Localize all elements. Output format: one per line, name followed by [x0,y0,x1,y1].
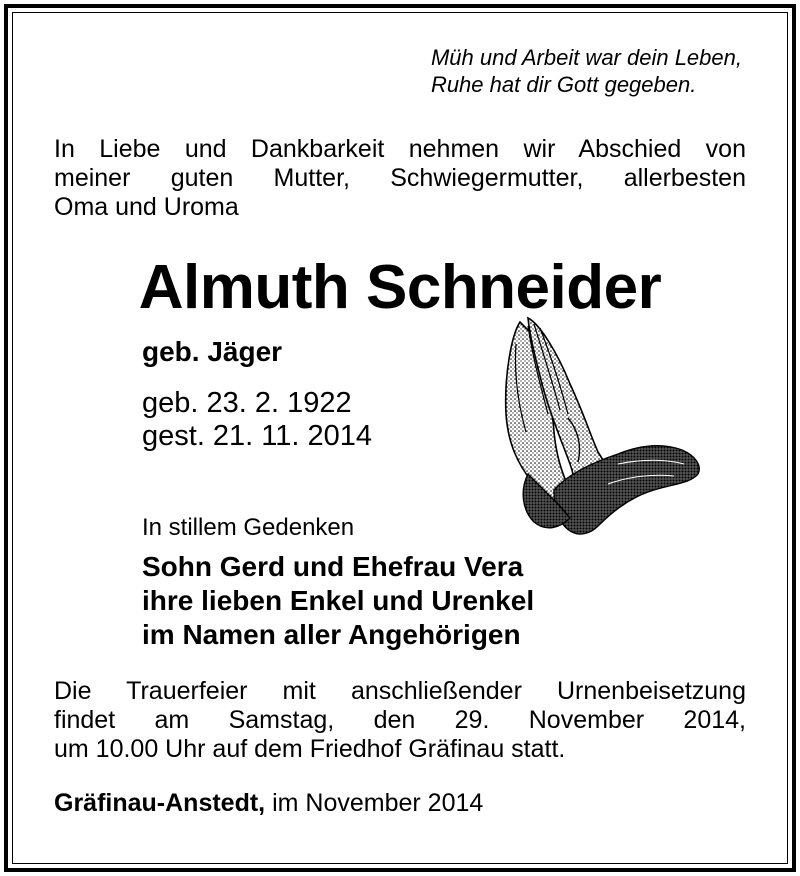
funeral-line-1: Die Trauerfeier mit anschließender Urnenbeisetzung [54,677,746,705]
life-dates [142,387,372,453]
death-date: gest. 21. 11. 2014 [142,420,373,452]
motto-line-2: Ruhe hat dir Gott gegeben. [430,72,697,97]
funeral-line-2: findet am Samstag, den 29. November 2014, [54,706,746,734]
maiden-name: geb. Jäger [142,336,283,367]
intro-line-1: In Liebe und Dankbarkeit nehmen wir Abschied von [54,135,746,163]
birth-date: geb. 23. 2. 1922 [142,387,352,419]
mourner-line-2: ihre lieben Enkel und Urenkel [142,585,535,616]
praying-hands-icon [498,314,704,538]
funeral-notice [54,677,746,764]
intro-text [54,135,746,222]
intro-line-2: meiner guten Mutter, Schwiegermutter, allerbesten [54,164,746,192]
signoff-date: im November 2014 [272,789,484,817]
intro-line-3: Oma und Uroma [54,193,239,221]
mourner-line-3: im Namen aller Angehörigen [142,619,521,650]
motto-verse [431,44,742,98]
remembrance-label: In stillem Gedenken [142,514,355,541]
signoff [54,788,483,818]
funeral-line-3: um 10.00 Uhr auf dem Friedhof Gräfinau statt. [54,735,566,763]
mourners-list [142,550,534,652]
signoff-place: Gräfinau-Anstedt, [54,789,266,817]
mourner-line-1: Sohn Gerd und Ehefrau Vera [142,551,524,582]
deceased-name: Almuth Schneider [138,253,662,322]
motto-line-1: Müh und Arbeit war dein Leben, [430,45,742,70]
